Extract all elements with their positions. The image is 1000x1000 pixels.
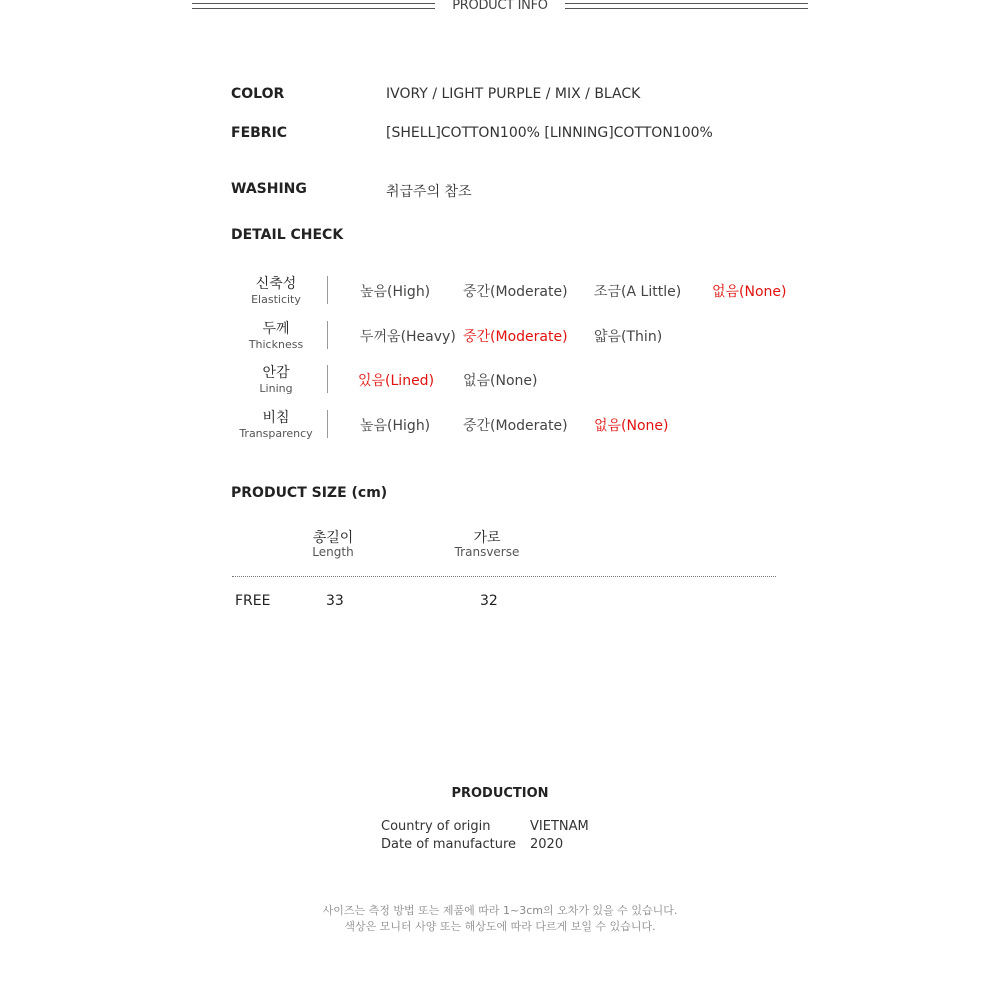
detail-label-ko: 비침	[262, 410, 290, 426]
detail-option: 중간(Moderate)	[463, 329, 568, 345]
detail-label-ko: 두께	[262, 321, 290, 337]
production-title: PRODUCTION	[451, 786, 549, 801]
page-title: PRODUCT INFO	[452, 0, 548, 13]
detail-option: 있음(Lined)	[358, 373, 435, 389]
detail-label-en: Lining	[259, 382, 293, 395]
size-divider	[232, 576, 776, 577]
washing-label: WASHING	[231, 181, 307, 197]
detail-option: 없음(None)	[463, 373, 538, 389]
size-col-header-ko: 총길이	[312, 530, 354, 546]
detail-check-title: DETAIL CHECK	[231, 227, 344, 243]
fabric-label: FEBRIC	[231, 125, 288, 141]
detail-option: 중간(Moderate)	[463, 418, 568, 434]
production-key: Date of manufacture	[381, 837, 517, 852]
detail-label-en: Elasticity	[251, 293, 301, 306]
detail-separator	[327, 276, 328, 304]
size-col-header-en: Transverse	[454, 545, 520, 559]
detail-row-elasticity	[231, 273, 801, 313]
detail-option: 얇음(Thin)	[594, 329, 663, 345]
size-note: 사이즈는 측정 방법 또는 제품에 따라 1~3cm의 오차가 있을 수 있습니다.	[322, 904, 678, 917]
detail-separator	[327, 410, 328, 438]
fabric-value: [SHELL]COTTON100% [LINNING]COTTON100%	[386, 125, 713, 141]
detail-option: 없음(None)	[712, 284, 787, 300]
detail-separator	[327, 321, 328, 349]
detail-option: 높음(High)	[360, 418, 431, 434]
size-col-header-en: Length	[312, 545, 354, 559]
production-value: 2020	[530, 837, 564, 852]
detail-label-en: Thickness	[248, 338, 304, 351]
detail-label-en: Transparency	[239, 427, 313, 440]
color-label: COLOR	[231, 86, 285, 102]
production-value: VIETNAM	[530, 819, 589, 834]
detail-label-ko: 신축성	[255, 276, 297, 292]
color-note: 색상은 모니터 사양 또는 해상도에 따라 다르게 보일 수 있습니다.	[344, 920, 656, 933]
detail-row-thickness	[231, 318, 801, 358]
size-cell-length: 33	[326, 593, 344, 609]
detail-option: 없음(None)	[594, 418, 669, 434]
washing-value: 취급주의 참조	[386, 184, 472, 200]
detail-option: 높음(High)	[360, 284, 431, 300]
size-col-header-ko: 가로	[473, 530, 501, 546]
color-value: IVORY / LIGHT PURPLE / MIX / BLACK	[386, 86, 641, 102]
detail-option: 두꺼움(Heavy)	[360, 329, 456, 345]
detail-option: 조금(A Little)	[594, 284, 682, 300]
detail-label-ko: 안감	[262, 365, 290, 381]
size-cell-transverse: 32	[480, 593, 498, 609]
detail-row-lining	[231, 362, 801, 402]
detail-separator	[327, 365, 328, 393]
production-key: Country of origin	[381, 819, 491, 834]
detail-row-transparency	[231, 407, 801, 447]
detail-option: 중간(Moderate)	[463, 284, 568, 300]
size-row-name: FREE	[235, 593, 271, 609]
product-size-title: PRODUCT SIZE (cm)	[231, 485, 388, 501]
